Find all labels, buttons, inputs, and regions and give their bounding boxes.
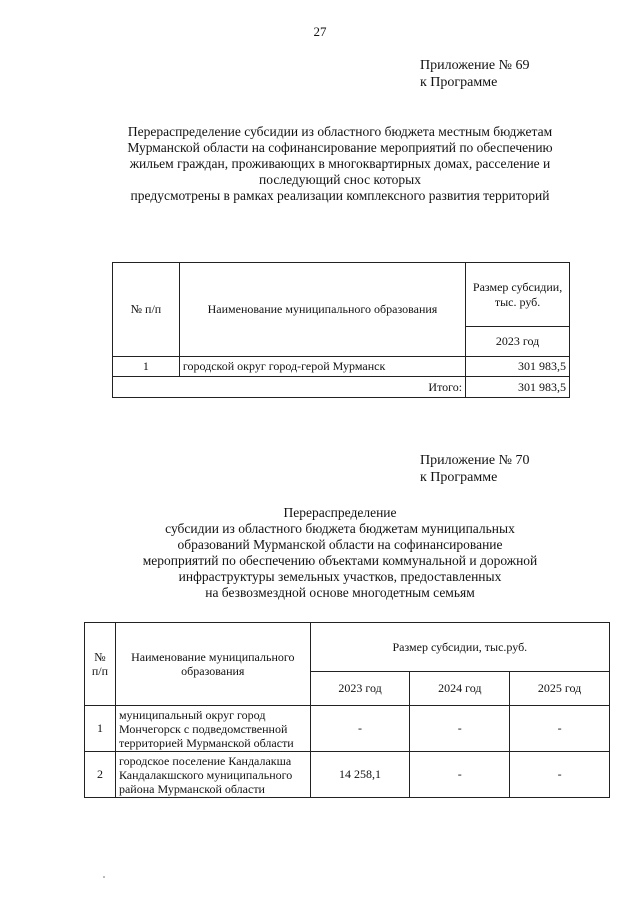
title-line: субсидии из областного бюджета бюджетам муниципальных	[165, 521, 515, 536]
title-line: на безвозмездной основе многодетным семьям	[205, 585, 475, 600]
page-number: 27	[313, 24, 327, 39]
total-row	[113, 377, 570, 398]
appendix-69-header	[420, 57, 530, 91]
row-name: муниципальный округ город Мончегорск с подведомственной территорией Мурманской области	[115, 706, 310, 752]
header-name: Наименование муниципального образования	[115, 623, 310, 706]
appendix-70-label: Приложение № 70	[420, 453, 530, 468]
title-line: жильем граждан, проживающих в многоквартирных домах, расселение и	[129, 156, 551, 171]
appendix-69-title	[80, 124, 600, 204]
header-year-2025: 2025 год	[510, 672, 610, 706]
title-line: инфраструктуры земельных участков, предоставленных	[178, 569, 502, 584]
title-line: предусмотрены в рамках реализации комплексного развития территорий	[130, 188, 550, 203]
row-name: городское поселение Кандалакша Кандалакшского муниципального района Мурманской области	[115, 752, 310, 798]
title-line: мероприятий по обеспечению объектами коммунальной и дорожной	[142, 553, 538, 568]
header-name: Наименование муниципального образования	[179, 263, 465, 357]
row-value-2023: -	[310, 706, 410, 752]
header-num: № п/п	[85, 623, 116, 706]
header-amount: Размер субсидии, тыс.руб.	[310, 623, 609, 672]
table-row	[85, 706, 610, 752]
scan-speck	[103, 876, 105, 878]
header-year-2024: 2024 год	[410, 672, 510, 706]
row-value-2024: -	[410, 752, 510, 798]
row-num: 1	[113, 357, 180, 377]
header-year-2023: 2023 год	[310, 672, 410, 706]
appendix-70-title	[80, 505, 600, 601]
row-num: 1	[85, 706, 116, 752]
row-value-2023: 14 258,1	[310, 752, 410, 798]
subsidy-table-70	[84, 622, 610, 798]
total-label: Итого:	[113, 377, 466, 398]
header-num: № п/п	[113, 263, 180, 357]
title-line: Перераспределение	[283, 505, 397, 520]
total-value: 301 983,5	[466, 377, 570, 398]
subsidy-table-69	[112, 262, 570, 398]
table-row	[113, 357, 570, 377]
row-num: 2	[85, 752, 116, 798]
title-line: Мурманской области на софинансирование мероприятий по обеспечению	[127, 140, 553, 155]
title-line: образований Мурманской области на софинансирование	[177, 537, 503, 552]
table-row	[85, 752, 610, 798]
row-value-2023: 301 983,5	[466, 357, 570, 377]
title-line: последующий снос которых	[259, 172, 421, 187]
appendix-70-header	[420, 452, 530, 486]
row-value-2025: -	[510, 752, 610, 798]
header-year-2023: 2023 год	[466, 327, 570, 357]
header-amount: Размер субсидии, тыс. руб.	[466, 263, 570, 327]
row-name: городской округ город-герой Мурманск	[179, 357, 465, 377]
appendix-70-program: к Программе	[420, 470, 498, 485]
title-line: Перераспределение субсидии из областного бюджета местным бюджетам	[127, 124, 553, 139]
row-value-2024: -	[410, 706, 510, 752]
appendix-69-label: Приложение № 69	[420, 58, 530, 73]
appendix-69-program: к Программе	[420, 75, 498, 90]
row-value-2025: -	[510, 706, 610, 752]
